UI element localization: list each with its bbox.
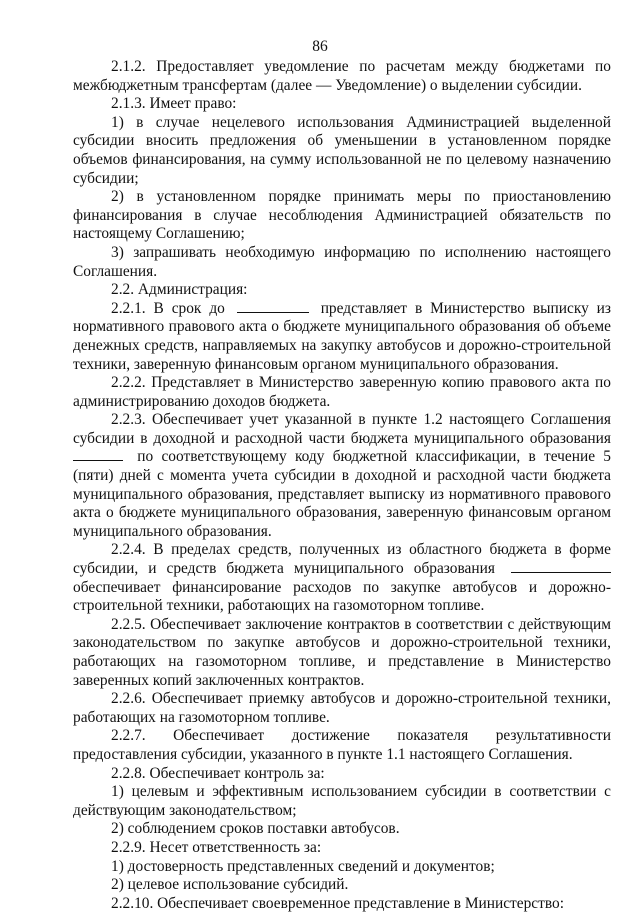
paragraph-2-1-3-item-3: 3) запрашивать необходимую информацию по исполнению настоящего Соглашения.: [73, 243, 611, 280]
paragraph-2-2-1-end: представляет в Министерство выписку из нормативного правового акта о бюджете муниципального образования об объеме денежных средств, направляемых на закупку автобусов и дорожно-строительной техники, заверенную финансовым органом муниципального образования.: [73, 299, 612, 373]
municipality-blank-line: [73, 448, 123, 461]
paragraph-2-1-3: 2.1.3. Имеет право:: [111, 95, 237, 113]
paragraph-2-2-8-item-1: 1) целевым и эффективным использованием субсидии в соответствии с действующим законодательством;: [73, 783, 611, 819]
paragraph-2-2-5: 2.2.5. Обеспечивает заключение контрактов в соответствии с действующим законодательством по закупке автобусов и дорожно-строительной техники, работающих на газомоторном топливе, и представление в Министерство заверенных копий заключенных контрактов.: [73, 615, 611, 689]
paragraph-2-2-6: 2.2.6. Обеспечивает приемку автобусов и дорожно-строительной техники, работающих на газомоторном топливе.: [73, 690, 611, 726]
paragraph-2-2-8-item-2: 2) соблюдением сроков поставки автобусов.: [111, 820, 400, 838]
date-blank-line: [237, 300, 309, 313]
paragraph-2-2-3-end: по соответствующему коду бюджетной классификации, в течение 5 (пяти) дней с момента учета субсидии в доходной и расходной части бюджета муниципального образования, представляет выписку из нормативного правового акта о бюджете муниципального образования, заверенную финансовым органом муниципального образования.: [73, 448, 611, 540]
paragraph-2-1-3-item-2: 2) в установленном порядке принимать меры по приостановлению финансирования в случае несоблюдения Администрацией обязательств по настоящему Соглашению;: [73, 188, 611, 243]
page-number: 86: [312, 38, 328, 55]
paragraph-2-2-4-end: обеспечивает финансирование расходов по закупке автобусов и дорожно-строительной техники, работающих на газомоторном топливе.: [73, 578, 611, 615]
paragraph-2-2-3: [73, 411, 611, 541]
paragraph-2-2-1: [73, 300, 611, 374]
paragraph-2-2-4-start: 2.2.4. В пределах средств, полученных из областного бюджета в форме субсидии, и средств бюджета муниципального образования: [73, 541, 611, 578]
paragraph-2-2-4: [73, 541, 611, 615]
paragraph-2-2: 2.2. Администрация:: [111, 281, 248, 299]
paragraph-2-1-2: 2.1.2. Предоставляет уведомление по расчетам между бюджетами по межбюджетным трансфертам (далее — Уведомление) о выделении субсидии.: [73, 58, 611, 94]
paragraph-2-1-3-item-1: 1) в случае нецелевого использования Администрацией выделенной субсидии вносить предложения об уменьшении в установленном порядке объемов финансирования, на сумму использованной не по целевому назначению субсидии;: [73, 113, 611, 187]
document-body: [73, 58, 611, 913]
paragraph-2-2-10: 2.2.10. Обеспечивает своевременное представление в Министерство:: [111, 894, 565, 912]
paragraph-2-2-9-item-1: 1) достоверность представленных сведений и документов;: [111, 857, 495, 875]
paragraph-2-2-2: 2.2.2. Представляет в Министерство заверенную копию правового акта по администрированию доходов бюджета.: [73, 374, 611, 410]
paragraph-2-2-3-start: 2.2.3. Обеспечивает учет указанной в пункте 1.2 настоящего Соглашения субсидии в доходной и расходной части бюджета муниципального образования: [73, 411, 611, 447]
paragraph-2-2-7: 2.2.7. Обеспечивает достижение показателя результативности предоставления субсидии, указанного в пункте 1.1 настоящего Соглашения.: [73, 727, 611, 763]
paragraph-2-2-9-item-2: 2) целевое использование субсидий.: [111, 876, 349, 894]
paragraph-2-2-1-start: 2.2.1. В срок до: [111, 299, 225, 317]
municipality-blank-line-2: [511, 560, 611, 573]
paragraph-2-2-8: 2.2.8. Обеспечивает контроль за:: [111, 764, 325, 782]
paragraph-2-2-9: 2.2.9. Несет ответственность за:: [111, 838, 322, 856]
